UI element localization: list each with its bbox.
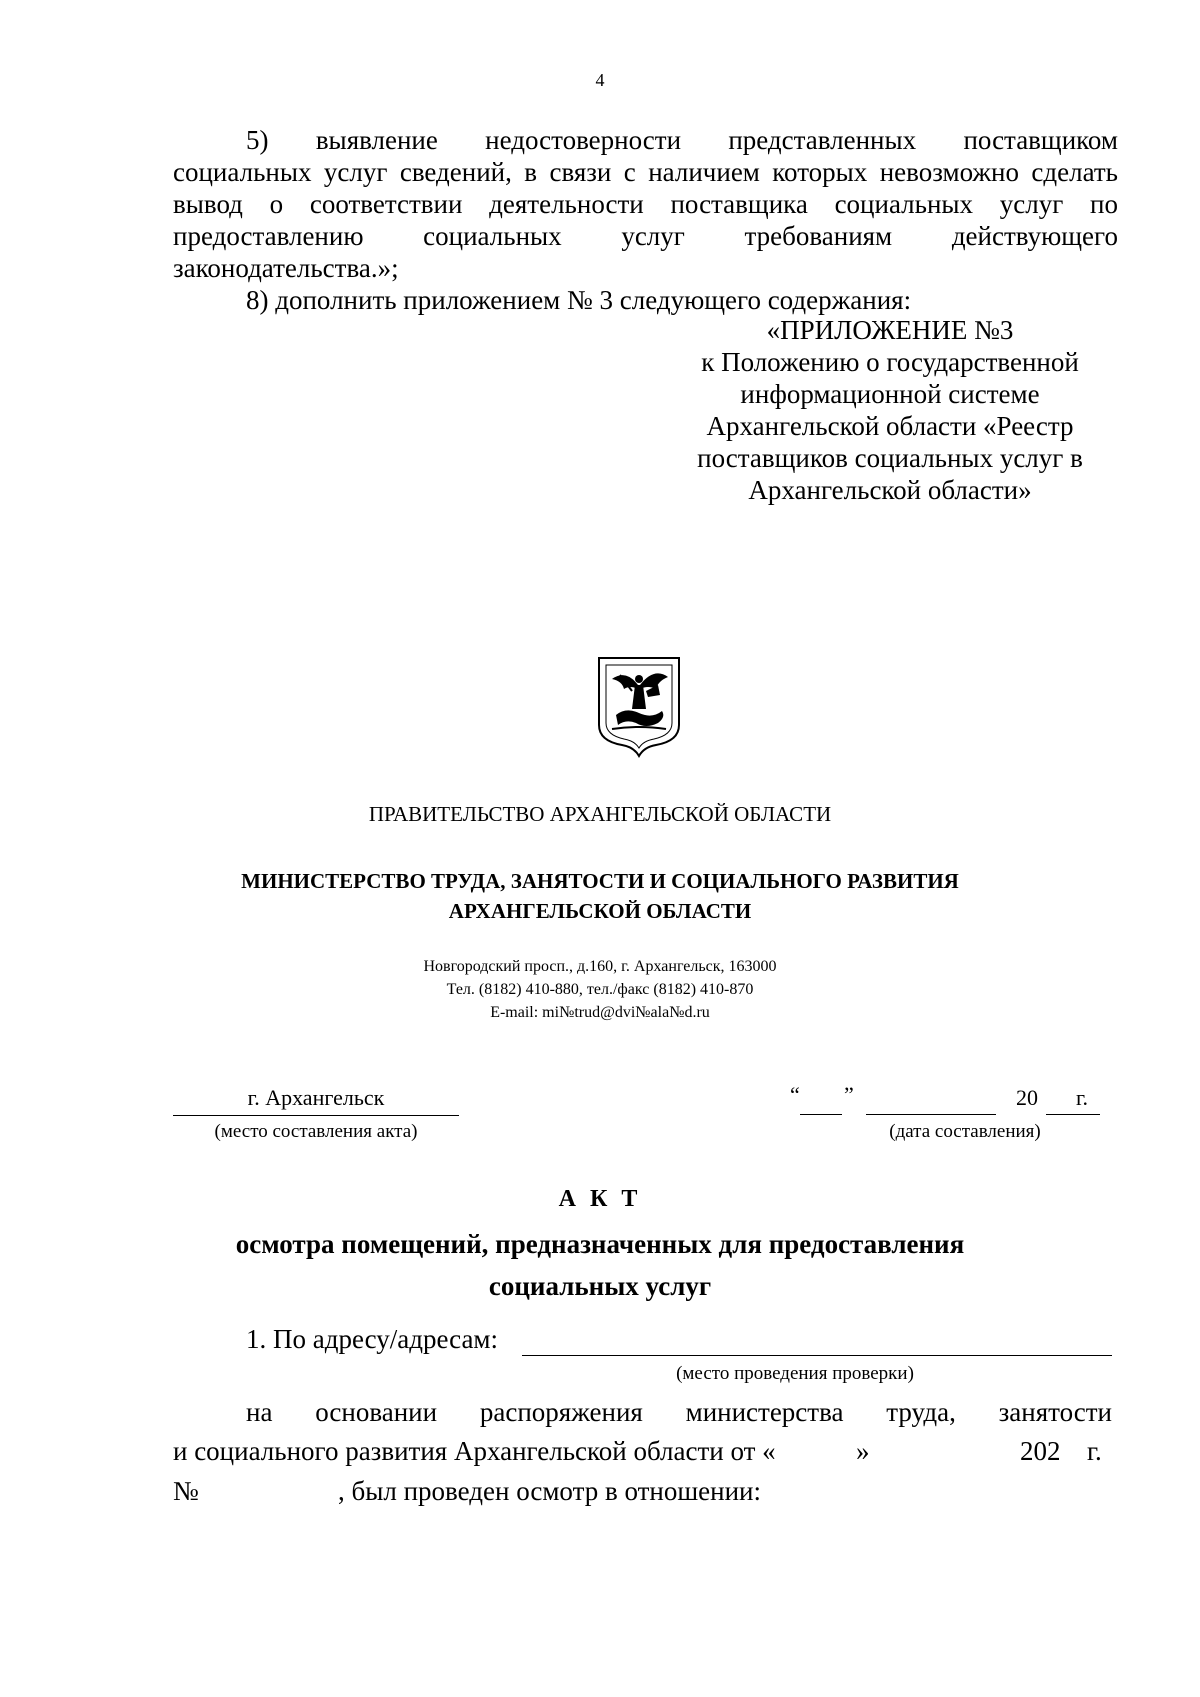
appendix-heading: «ПРИЛОЖЕНИЕ №3 к Положению о государственной информационной системе Архангельской области «Реестр поставщиков социальных услуг в Архангельской области» xyxy=(697,315,1083,505)
basis-line-2: и социального развития Архангельской области от « xyxy=(173,1436,776,1466)
date-close-quote: ” xyxy=(844,1082,854,1107)
government-title: ПРАВИТЕЛЬСТВО АРХАНГЕЛЬСКОЙ ОБЛАСТИ xyxy=(368,802,832,826)
paragraph-5-line-5: законодательства.»; xyxy=(173,253,399,283)
date-caption: (дата составления) xyxy=(889,1121,1041,1142)
ministry-phone: Тел. (8182) 410-880, тел./факс (8182) 410-870 xyxy=(446,981,754,998)
page-number: 4 xyxy=(595,70,605,90)
ministry-address: Новгородский просп., д.160, г. Архангельск, 163000 xyxy=(423,958,777,975)
act-title: А К Т xyxy=(558,1186,642,1212)
coat-of-arms-icon xyxy=(596,655,682,759)
paragraph-8: 8) дополнить приложением № 3 следующего содержания: xyxy=(246,285,912,315)
place-field: г. Архангельск xyxy=(173,1085,459,1116)
date-open-quote: “ xyxy=(790,1082,800,1107)
item-1-label: 1. По адресу/адресам: xyxy=(246,1324,499,1354)
basis-close-quote: » xyxy=(856,1436,870,1466)
basis-year: 202 xyxy=(1020,1436,1061,1466)
basis-line-3: , был проведен осмотр в отношении: xyxy=(338,1476,761,1506)
ministry-contacts xyxy=(0,955,1200,1024)
basis-number-sign: № xyxy=(173,1476,199,1506)
basis-year-suffix: г. xyxy=(1087,1436,1102,1466)
paragraph-5-line-3: вывод о соответствии деятельности поставщика социальных услуг по xyxy=(173,189,1118,219)
paragraph-5-line-4: предоставлению социальных услуг требованиям действующего xyxy=(173,221,1118,251)
act-subtitle: осмотра помещений, предназначенных для предоставления социальных услуг xyxy=(235,1229,965,1301)
paragraph-5-line-2: социальных услуг сведений, в связи с наличием которых невозможно сделать xyxy=(173,157,1118,187)
ministry-title: МИНИСТЕРСТВО ТРУДА, ЗАНЯТОСТИ И СОЦИАЛЬНОГО РАЗВИТИЯ АРХАНГЕЛЬСКОЙ ОБЛАСТИ xyxy=(241,869,959,923)
paragraph-5 xyxy=(173,124,1118,284)
date-day-field xyxy=(800,1090,842,1115)
paragraph-5-line-1: 5) выявление недостоверности представленных поставщиком xyxy=(246,125,1118,155)
date-year-suffix: г. xyxy=(1076,1085,1089,1110)
date-year-field xyxy=(1046,1090,1100,1115)
ministry-email: E-mail: mi№trud@dvi№ala№d.ru xyxy=(490,1004,710,1021)
place-caption: (место составления акта) xyxy=(214,1121,418,1142)
address-field xyxy=(522,1326,1112,1356)
date-year-prefix: 20 xyxy=(1016,1085,1038,1110)
address-caption: (место проведения проверки) xyxy=(676,1363,914,1384)
basis-line-1: на основании распоряжения министерства труда, занятости xyxy=(246,1397,1112,1427)
date-month-field xyxy=(866,1090,996,1115)
